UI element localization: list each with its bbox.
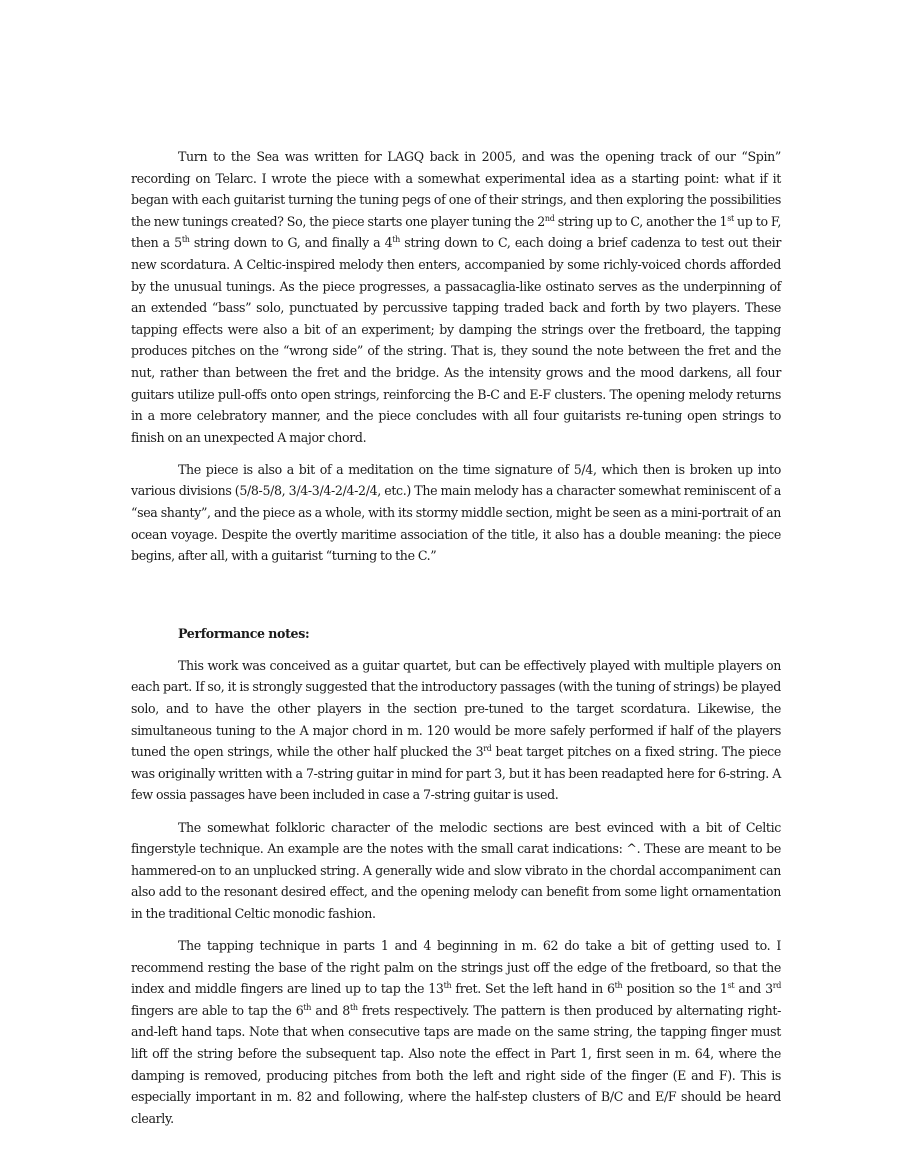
text-run: string down to C, each doing a brief cadenza to test out their new scordatura. A Celtic-inspired melody then enters, accompanied by some richly-voiced chords afforded by the unusual tunings. As the piece progresses, a passacaglia-like ostinato serves as the underpinning of an extended “bass” solo, punctuated by percussive tapping traded back and forth by two players. These tapping effects were also a bit of an experiment; by damping the strings over the fretboard, the tapping produces pitches on the “wrong side” of the string. That is, they sound the note between the fret and the nut, rather than between the fret and the bridge. As the intensity grows and the mood darkens, all four guitars utilize pull-offs onto open strings, reinforcing the B-C and E-F clusters. The opening melody returns in a more celebratory manner, and the piece concludes with all four guitarists re-tuning open strings to finish on an unexpected A major chord. <box>131 235 782 445</box>
ordinal-superscript: st <box>727 213 734 223</box>
intro-paragraph-1 <box>131 146 781 448</box>
text-run: position so the 1 <box>622 981 728 997</box>
ordinal-superscript: rd <box>772 981 782 991</box>
text-run: string up to C, another the 1 <box>554 213 728 229</box>
text-run: and 3 <box>734 981 773 997</box>
text-run: up to F, then a 5 <box>131 213 781 251</box>
ordinal-superscript: th <box>443 981 452 991</box>
text-run: and 8 <box>311 1002 350 1018</box>
ordinal-superscript: nd <box>544 213 555 223</box>
performance-notes-heading: Performance notes: <box>178 625 310 641</box>
text-run: The tapping technique in parts 1 and 4 beginning in m. 62 do take a bit of getting used to. I recommend resting the base of the right palm on the strings just off the edge of the fretboard, so that the index and middle fingers are lined up to tap the 13 <box>131 938 781 997</box>
text-run: frets respectively. The pattern is then produced by alternating right-and-left hand taps. Note that when consecutive taps are made on the same string, the tapping finger must lift off the string before the subsequent tap. Also note the effect in Part 1, first seen in m. 64, where the damping is removed, producing pitches from both the left and right side of the finger (E and F). This is especially important in m. 82 and following, where the half-step clusters of B/C and E/F should be heard clearly. <box>131 1002 781 1126</box>
performance-paragraph-2 <box>131 817 781 925</box>
text-run: The piece is also a bit of a meditation on the time signature of 5/4, which then is broken up into various divisions (5/8-5/8, 3/4-3/4-2/4-2/4, etc.) The main melody has a character somewhat reminiscent of a “sea shanty”, and the piece as a whole, with its stormy middle section, might be seen as a mini-portrait of an ocean voyage. Despite the overtly maritime association of the title, it also has a double meaning: the piece begins, after all, with a guitarist “turning to the C.” <box>131 461 781 564</box>
document-page <box>131 146 781 1140</box>
ordinal-superscript: th <box>303 1002 312 1012</box>
text-run: beat target pitches on a fixed string. The piece was originally written with a 7-string guitar in mind for part 3, but it has been readapted here for 6-string. A few ossia passages have been included in case a 7-string guitar is used. <box>131 744 781 803</box>
text-run: string down to G, and finally a 4 <box>189 235 393 251</box>
text-run: fingers are able to tap the 6 <box>131 1002 304 1018</box>
ordinal-superscript: rd <box>483 744 492 754</box>
text-run: fret. Set the left hand in 6 <box>451 981 615 997</box>
ordinal-superscript: st <box>727 981 735 991</box>
ordinal-superscript: th <box>349 1002 358 1012</box>
text-run: Turn to the Sea was written for LAGQ back in 2005, and was the opening track of our “Spin” recording on Telarc. I wrote the piece with a somewhat experimental idea as a starting point: what if it began with each guitarist turning the tuning pegs of one of their strings, and then exploring the possibilities the new tunings created? So, the piece starts one player tuning the 2 <box>131 149 781 229</box>
ordinal-superscript: th <box>181 235 190 245</box>
performance-paragraph-1 <box>131 655 781 806</box>
performance-paragraph-3 <box>131 935 781 1129</box>
ordinal-superscript: th <box>392 235 400 245</box>
ordinal-superscript: th <box>614 981 623 991</box>
text-run: The somewhat folkloric character of the melodic sections are best evinced with a bit of Celtic fingerstyle technique. An example are the notes with the small carat indications: ^. These are meant to be hammered-on to an unplucked string. A generally wide and slow vibrato in the chordal accompaniment can also add to the resonant desired effect, and the opening melody can benefit from some light ornamentation in the traditional Celtic monodic fashion. <box>131 819 781 921</box>
intro-paragraph-2 <box>131 459 781 567</box>
text-run: This work was conceived as a guitar quartet, but can be effectively played with multiple players on each part. If so, it is strongly suggested that the introductory passages (with the tuning of strings) be played solo, and to have the other players in the section pre-tuned to the target scordatura. Likewise, the simultaneous tuning to the A major chord in m. 120 would be more safely performed if half of the players tuned the open strings, while the other half plucked the 3 <box>131 657 781 760</box>
